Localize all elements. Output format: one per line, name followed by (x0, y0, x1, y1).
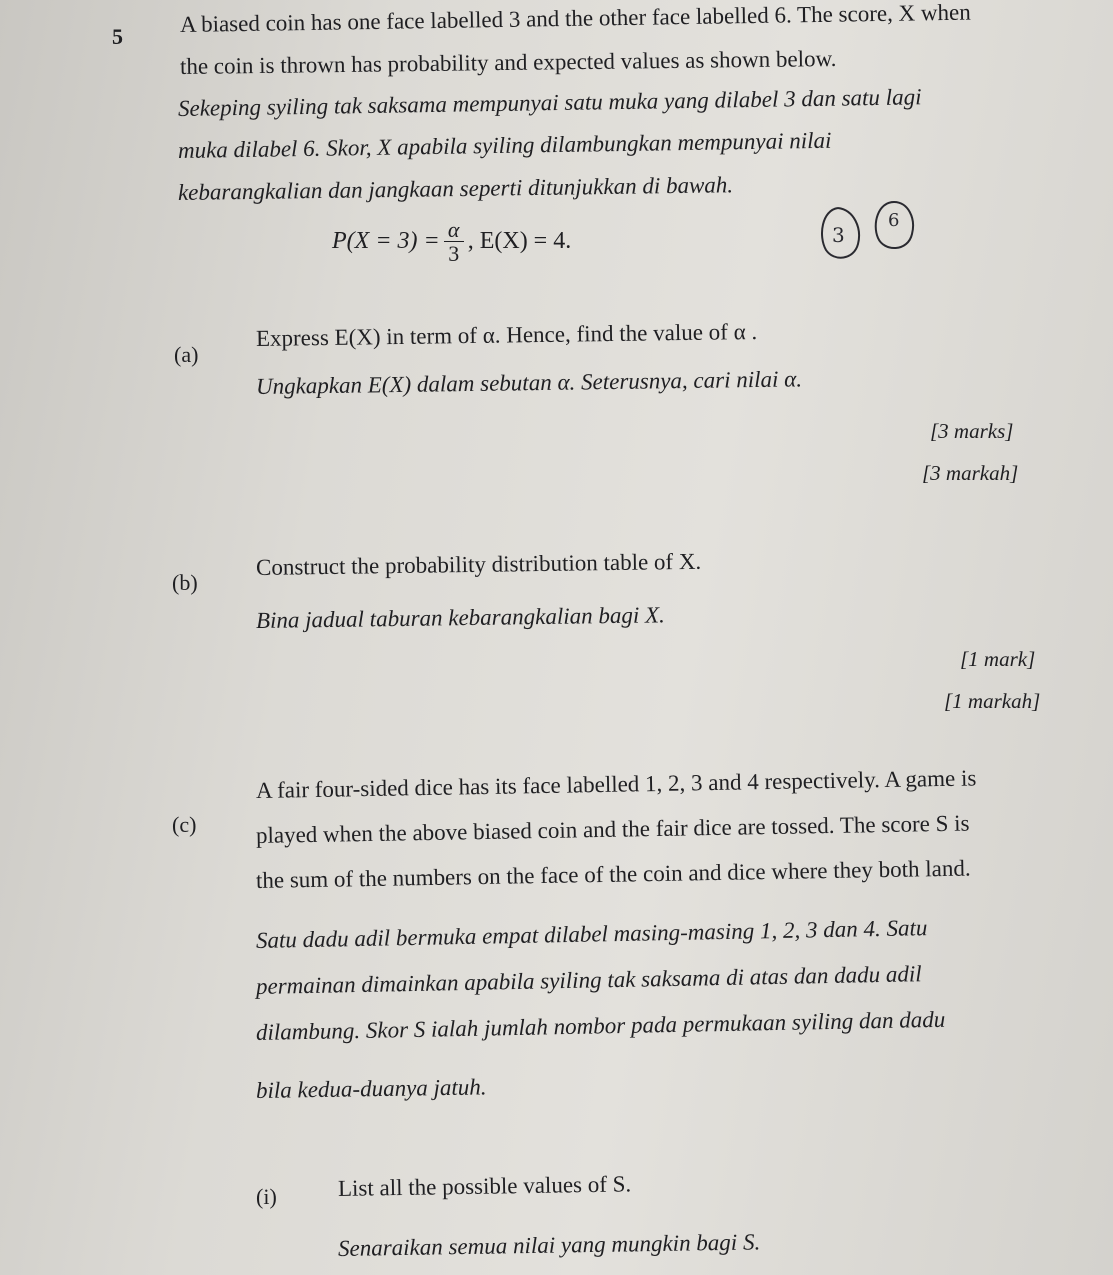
part-a-text-ms: Ungkapkan E(X) dalam sebutan α. Seterusnya, cari nilai α. (255, 366, 803, 399)
part-c-text-ms-line-2: permainan dimainkan apabila syiling tak saksama di atas dan dadu adil (255, 961, 922, 999)
intro-ms-line-3: kebarangkalian dan jangkaan seperti ditunjukkan di bawah. (177, 172, 734, 205)
part-b-text-en: Construct the probability distribution table of X. (255, 548, 702, 580)
part-b-marks-en: [1 mark] (960, 647, 1036, 671)
part-c-text-en-line-3: the sum of the numbers on the face of the coin and dice where they both land. (255, 855, 971, 893)
formula-lhs: P(X = 3) = (332, 228, 440, 255)
part-a-label: (a) (174, 342, 199, 367)
part-b-text-ms: Bina jadual taburan kebarangkalian bagi X. (255, 602, 665, 633)
coin-sketch-label-6: 6 (888, 210, 900, 231)
question-number: 5 (112, 24, 123, 49)
part-b-marks-ms: [1 markah] (944, 689, 1041, 713)
part-c-text-ms-line-3: dilambung. Skor S ialah jumlah nombor pada permukaan syiling dan dadu (255, 1006, 946, 1045)
formula-rhs: , E(X) = 4. (467, 228, 572, 255)
part-c-i-label: (i) (256, 1184, 277, 1209)
intro-ms-line-2: muka dilabel 6. Skor, X apabila syiling dilambungkan mempunyai nilai (177, 127, 832, 163)
part-c-text-ms-line-4: bila kedua-duanya jatuh. (255, 1074, 487, 1103)
part-c-text-en-line-1: A fair four-sided dice has its face labelled 1, 2, 3 and 4 respectively. A game is (255, 765, 977, 803)
part-a-text-en: Express E(X) in term of α. Hence, find the value of α . (255, 319, 758, 351)
part-c-i-text-ms: Senaraikan semua nilai yang mungkin bagi S. (337, 1229, 761, 1261)
handwritten-coin-sketch (808, 196, 928, 276)
fraction-numerator: α (447, 217, 460, 242)
part-b-label: (b) (172, 570, 198, 595)
part-c-i-text-en: List all the possible values of S. (337, 1171, 632, 1201)
part-a-marks-ms: [3 markah] (922, 461, 1019, 485)
part-c-text-ms-line-1: Satu dadu adil bermuka empat dilabel masing-masing 1, 2, 3 dan 4. Satu (255, 915, 928, 953)
part-c-text-en-line-2: played when the above biased coin and the fair dice are tossed. The score S is (255, 810, 970, 848)
part-a-marks-en: [3 marks] (930, 419, 1014, 443)
intro-en-line-1: A biased coin has one face labelled 3 and the other face labelled 6. The score, X when (179, 0, 971, 37)
alpha-over-three-fraction (444, 218, 464, 265)
fraction-denominator: 3 (448, 241, 460, 267)
coin-sketch-label-3: 3 (832, 223, 845, 247)
part-c-label: (c) (172, 812, 197, 837)
given-formula (332, 218, 571, 265)
intro-ms-line-1: Sekeping syiling tak saksama mempunyai satu muka yang dilabel 3 dan satu lagi (177, 84, 922, 121)
intro-en-line-2: the coin is thrown has probability and expected values as shown below. (179, 45, 837, 79)
